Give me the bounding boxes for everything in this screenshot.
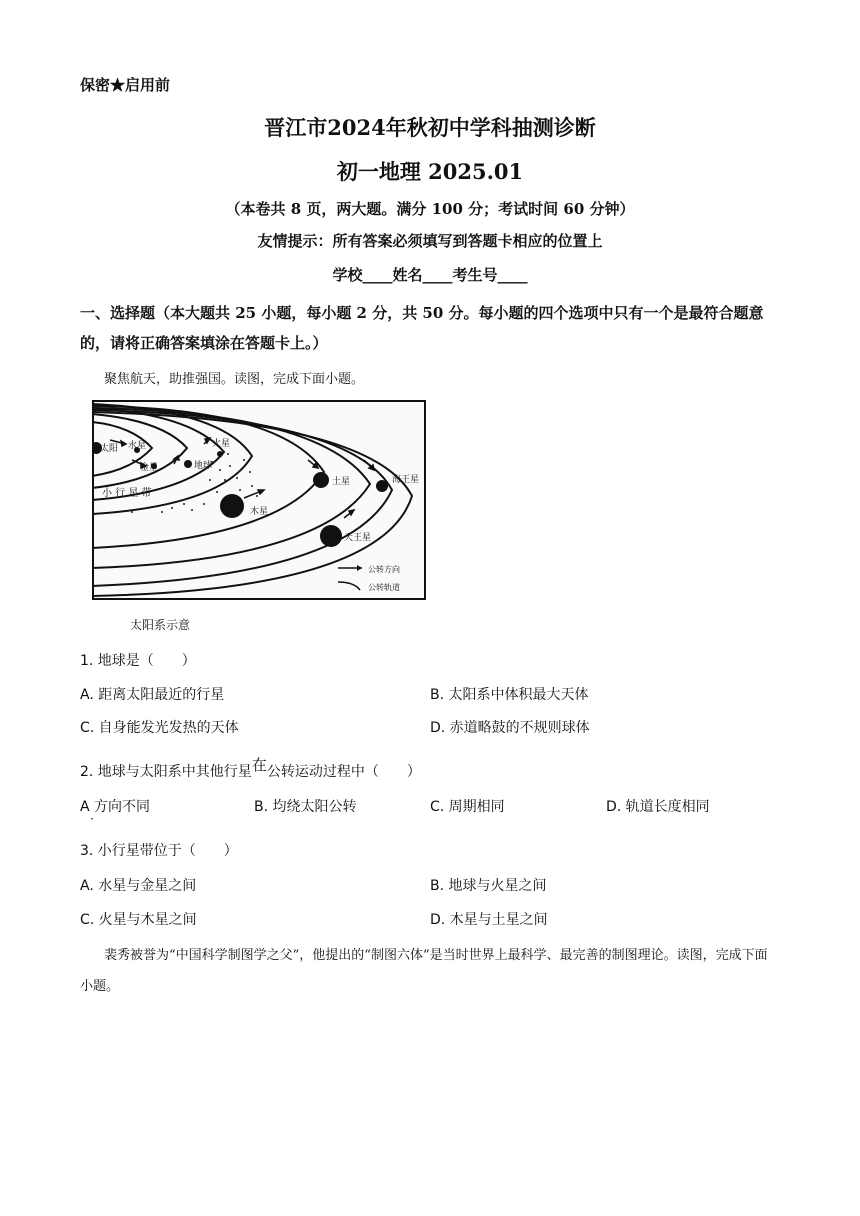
question-1-option-d[interactable]: D. 赤道略鼓的不规则球体 [430,720,590,736]
question-2-stem-post: 公转运动过程中（ ） [266,764,421,780]
neptune-body [376,480,388,492]
neptune-label: 海王星 [392,475,420,485]
question-2-option-a[interactable]: A 方向不同 [80,799,151,815]
option-dot-mark: · [90,812,94,826]
exam-title: 晋江市2024年秋初中学科抽测诊断 [264,115,596,140]
legend-orbit-label: 公转轨道 [368,583,400,592]
mars-body [217,451,223,457]
exam-note: （本卷共 8 页，两大题。满分 100 分；考试时间 60 分钟） [225,200,635,218]
legend-direction-label: 公转方向 [368,565,400,574]
student-info-fields: 学校____姓名____考生号____ [332,266,528,284]
solar-system-figure [92,400,426,600]
uranus-label: 天王星 [344,533,372,543]
solar-system-diagram [92,400,426,600]
earth-label: 地球 [194,461,213,471]
jupiter-label: 木星 [250,507,269,517]
group-intro: 聚焦航天，助推强国。读图，完成下面小题。 [104,372,365,387]
mars-label: 火星 [212,439,231,449]
saturn-body [313,472,329,488]
exam-subtitle: 初一地理 2025.01 [336,159,524,184]
venus-label: 金星 [140,463,159,473]
question-1-stem: 1. 地球是（ ） [80,653,196,669]
group-intro-2: 裴秀被誉为“中国科学制图学之父”，他提出的“制图六体”是当时世界上最科学、最完善的制图理论。读图，完成下面小题。 [80,948,768,994]
mercury-label: 水星 [128,441,147,451]
question-3-option-c[interactable]: C. 火星与木星之间 [80,912,197,928]
confidential-label: 保密★启用前 [80,76,171,94]
asteroid-belt-label: 小 行 星 带 [102,488,152,499]
uranus-body [320,525,342,547]
question-2-option-d[interactable]: D. 轨道长度相同 [606,799,710,815]
question-3-stem: 3. 小行星带位于（ ） [80,843,238,859]
question-2-stem [80,756,421,781]
question-2-stem-pre: 2. 地球与太阳系中其他行星 [80,764,252,780]
question-1-option-a[interactable]: A. 距离太阳最近的行星 [80,687,225,703]
question-3-option-a[interactable]: A. 水星与金星之间 [80,878,197,894]
saturn-label: 土星 [332,477,351,487]
question-2-option-b[interactable]: B. 均绕太阳公转 [254,799,357,815]
sun-label: 太阳 [100,444,119,454]
earth-body [184,460,192,468]
diagram-caption: 太阳系示意 [130,618,191,632]
question-2-option-c[interactable]: C. 周期相同 [430,799,505,815]
question-3-option-d[interactable]: D. 木星与土星之间 [430,912,548,928]
question-3-option-b[interactable]: B. 地球与火星之间 [430,878,547,894]
jupiter-body [220,494,244,518]
friendly-tip: 友情提示：所有答案必须填写到答题卡相应的位置上 [257,232,603,250]
section-heading: 一、选择题（本大题共 25 小题，每小题 2 分，共 50 分。每小题的四个选项中只有一个是最符合题意的，请将正确答案填涂在答题卡上。） [80,304,764,352]
question-2-stem-zai: 在 [251,756,267,774]
question-1-option-b[interactable]: B. 太阳系中体积最大天体 [430,687,589,703]
question-1-option-c[interactable]: C. 自身能发光发热的天体 [80,720,239,736]
